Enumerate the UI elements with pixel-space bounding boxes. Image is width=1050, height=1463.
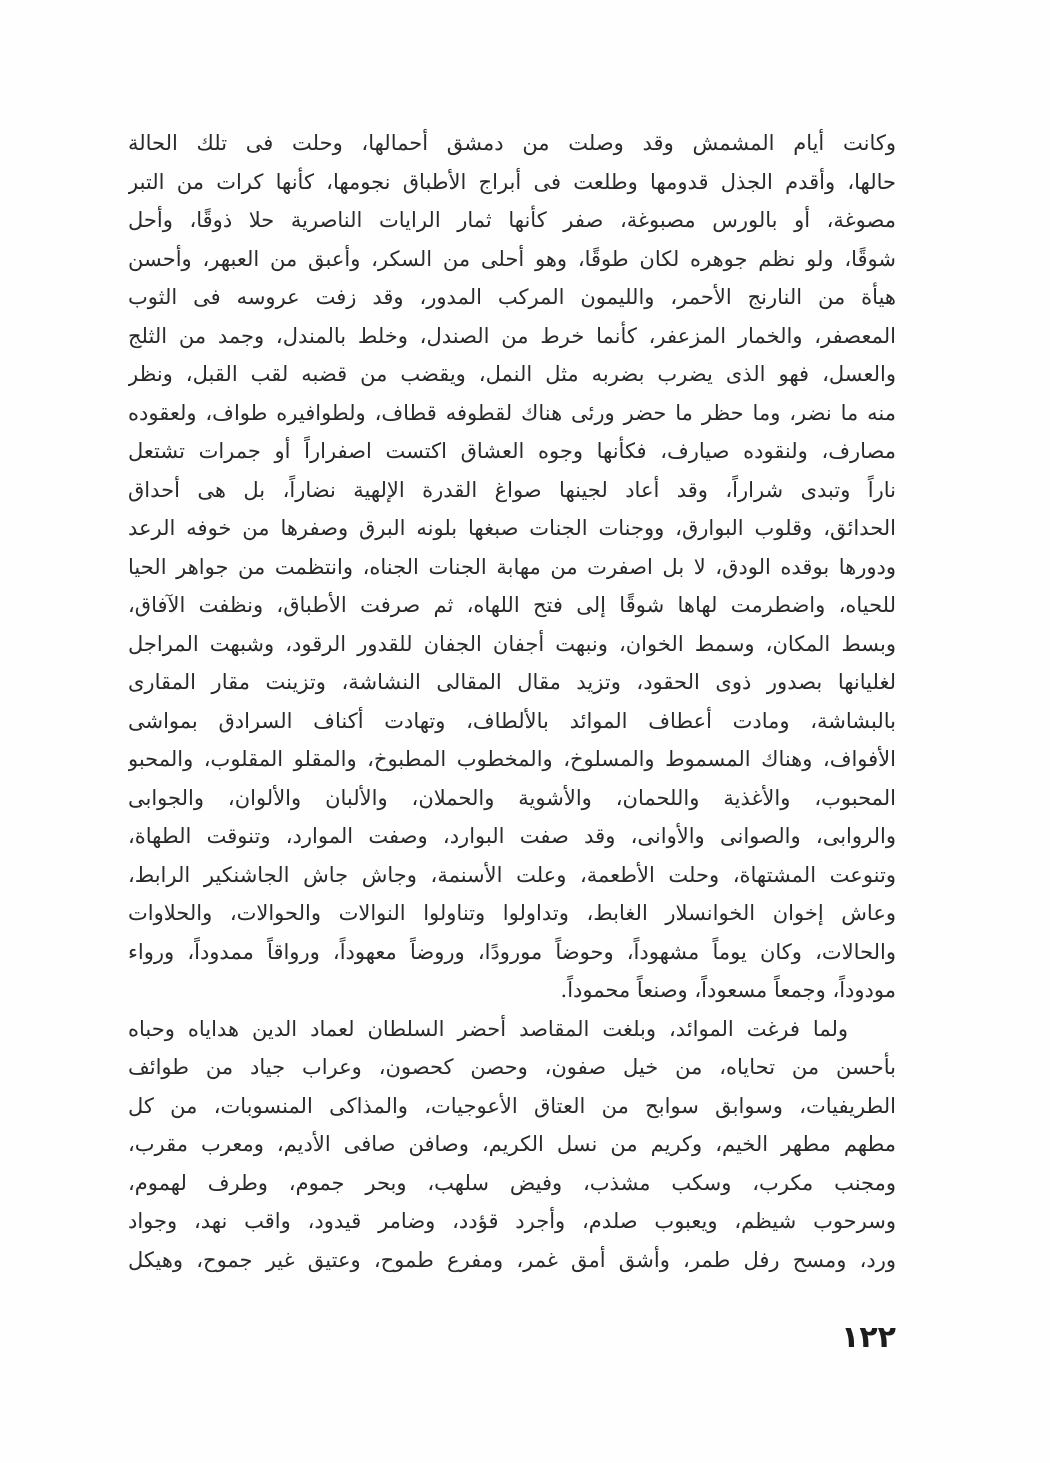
text-line: المحبوب، والأغذية واللحمان، والأشوية والحملان، والألبان والألوان، والجوابى bbox=[128, 785, 896, 810]
body-text bbox=[128, 124, 896, 1279]
text-line: بالبشاشة، ومادت أعطاف الموائد بالألطاف، وتهادت أكناف السرادق بمواشى bbox=[128, 708, 896, 733]
text-line: للحياه، واضطرمت لهاها شوقًا إلى فتح اللهاه، ثم صرفت الأطباق، ونظفت الآفاق، bbox=[128, 593, 896, 617]
text-line: ناراً وتبدى شراراً، وقد أعاد لجينها صواغ القدرة الإلهية نضاراً، بل هى أحداق bbox=[128, 477, 896, 502]
text-line: الطريفيات، وسوابق سوابح من العتاق الأعوجيات، والمذاكى المنسوبات، من كل bbox=[128, 1093, 896, 1118]
text-line: والروابى، والصوانى والأوانى، وقد صفت البوارد، وصفت الموارد، وتنوقت الطهاة، bbox=[128, 824, 896, 848]
page-number: ١٢٢ bbox=[841, 1320, 896, 1355]
text-line: وسرحوب شيظم، ويعبوب صلدم، وأجرد قؤدد، وضامر قيدود، واقب نهد، وجواد bbox=[128, 1209, 896, 1233]
text-line: الأفواف، وهناك المسموط والمسلوخ، والمخطوب المطبوخ، والمقلو المقلوب، والمحبو bbox=[128, 747, 896, 771]
text-line: وكانت أيام المشمش وقد وصلت من دمشق أحمالها، وحلت فى تلك الحالة bbox=[128, 131, 896, 155]
text-line: مصوغة، أو بالورس مصبوغة، صفر كأنها ثمار الرايات الناصرية حلا ذوقًا، وأحل bbox=[128, 208, 896, 232]
text-line: وتنوعت المشتهاة، وحلت الأطعمة، وعلت الأسنمة، وجاش جاش الجاشنكير الرابط، bbox=[128, 862, 896, 887]
text-line: والحالات، وكان يوماً مشهوداً، وحوضاً مورودًا، وروضاً معهوداً، ورواقاً ممدوداً، ورواء bbox=[128, 939, 896, 964]
text-line: ومجنب مكرب، وسكب مشذب، وفيض سلهب، وبحر جموم، وطرف لهموم، bbox=[128, 1170, 896, 1195]
text-line: مطهم مطهر الخيم، وكريم من نسل الكريم، وصافن صافى الأديم، ومعرب مقرب، bbox=[128, 1132, 896, 1156]
text-line: وعاش إخوان الخوانسلار الغابط، وتداولوا وتناولوا النوالات والحوالات، والحلاوات bbox=[128, 901, 896, 925]
text-line: الحدائق، وقلوب البوارق، ووجنات الجنات صبغها بلونه البرق وصفرها من خوفه الرعد bbox=[128, 516, 896, 540]
text-line-paragraph-start: ولما فرغت الموائد، وبلغت المقاصد أحضر السلطان لعماد الدين هداياه وحباه bbox=[128, 1016, 848, 1041]
text-line-paragraph-end: مودوداً، وجمعاً مسعوداً، وصنعاً محموداً. bbox=[560, 978, 896, 1002]
text-line: حالها، وأقدم الجذل قدومها وطلعت فى أبراج الأطباق نجومها، كأنها كرات من التبر bbox=[128, 169, 896, 194]
text-line: ورد، ومسح رفل طمر، وأشق أمق غمر، ومفرع طموح، وعتيق غير جموح، وهيكل bbox=[128, 1247, 896, 1272]
text-line: هيأة من النارنج الأحمر، والليمون المركب المدور، وقد زفت عروسه فى الثوب bbox=[128, 285, 896, 309]
text-line: والعسل، فهو الذى يضرب بضربه مثل النمل، ويقضب من قضبه لقب القبل، ونظر bbox=[128, 362, 896, 386]
text-line: منه ما نضر، وما حظر ما حضر ورئى هناك لقطوفه قطاف، ولطوافيره طواف، ولعقوده bbox=[128, 400, 896, 425]
text-line: وبسط المكان، وسمط الخوان، ونبهت أجفان الجفان للقدور الرقود، وشبهت المراجل bbox=[128, 631, 896, 656]
text-line: المعصفر، والخمار المزعفر، كأنما خرط من الصندل، وخلط بالمندل، وجمد من الثلج bbox=[128, 323, 896, 348]
text-line: ودورها بوقده الودق، لا بل اصفرت من مهابة الجنات الجناه، وانتظمت من جواهر الحيا bbox=[128, 554, 896, 579]
text-line: شوقًا، ولو نظم جوهره لكان طوقًا، وهو أحلى من السكر، وأعبق من العبهر، وأحسن bbox=[128, 246, 896, 271]
text-line: مصارف، ولنقوده صيارف، فكأنها وجوه العشاق اكتست اصفراراً أو جمرات تشتعل bbox=[128, 439, 896, 463]
text-line: بأحسن من تحاياه، من خيل صفون، وحصن كحصون، وعراب جياد من طوائف bbox=[128, 1055, 896, 1079]
text-line: لغليانها بصدور ذوى الحقود، وتزيد مقال المقالى النشاشة، وتزينت مقار المقارى bbox=[128, 670, 896, 694]
